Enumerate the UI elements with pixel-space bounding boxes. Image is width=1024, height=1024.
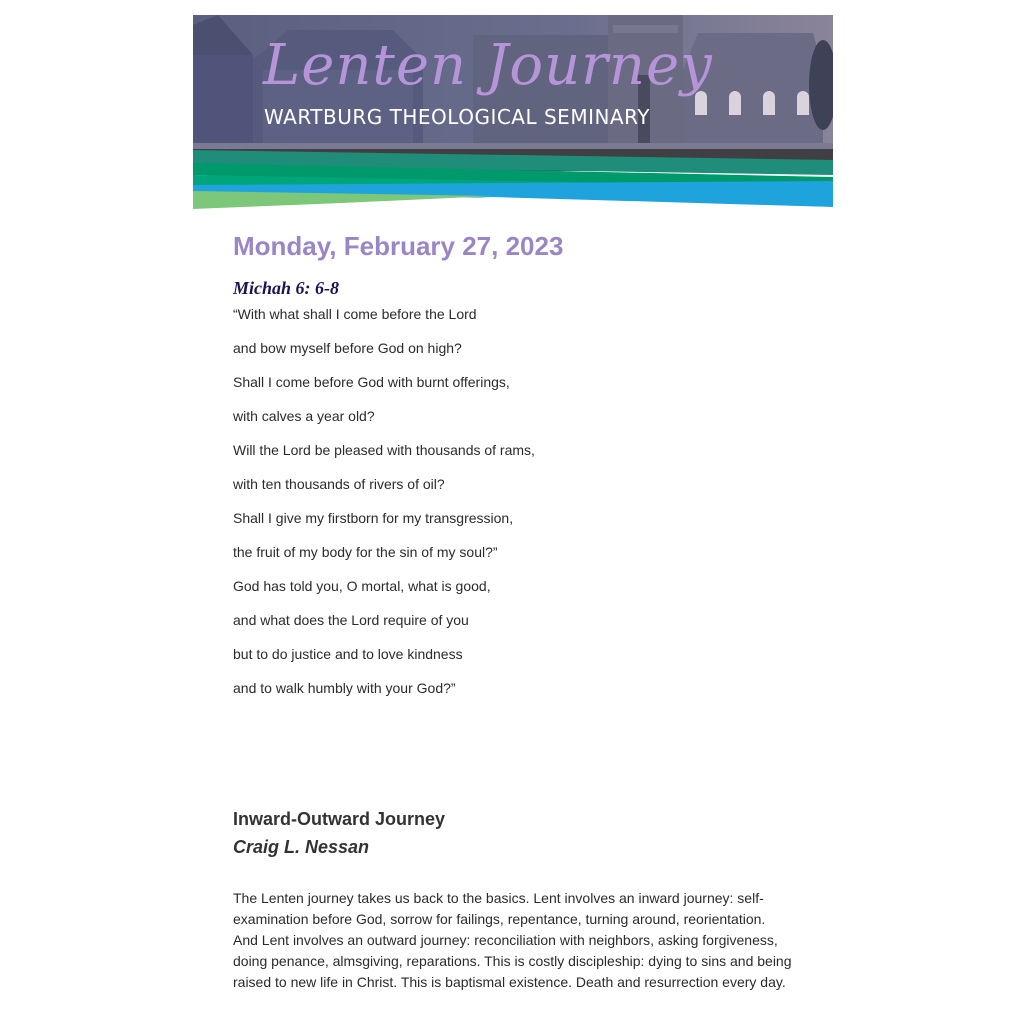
verse-line: “With what shall I come before the Lord <box>233 306 477 322</box>
verse-line: the fruit of my body for the sin of my soul?” <box>233 544 498 560</box>
scripture-reference: Michah 6: 6-8 <box>233 278 340 298</box>
devotion-date: Monday, February 27, 2023 <box>233 231 564 261</box>
email-container <box>193 15 833 993</box>
verse-line: and what does the Lord require of you <box>233 612 469 628</box>
header-banner <box>193 15 833 211</box>
verse-line: God has told you, O mortal, what is good, <box>233 578 491 594</box>
verse-line: Will the Lord be pleased with thousands of rams, <box>233 442 535 458</box>
reflection-body: The Lenten journey takes us back to the basics. Lent involves an inward journey: self-examination before God, sorrow for failings, repentance, turning around, reorientation. And Lent involves an outward journey: reconciliation with neighbors, asking forgiveness, doing penance, almsgiving, reparations. This is costly discipleship: dying to sins and being raised to new life in Christ. This is baptismal existence. Death and resurrection every day. <box>233 890 792 990</box>
verse-line: but to do justice and to love kindness <box>233 646 463 662</box>
banner-title: Lenten Journey <box>263 33 713 98</box>
verse-line: with calves a year old? <box>233 408 375 424</box>
banner-subtitle: WARTBURG THEOLOGICAL SEMINARY <box>264 105 650 129</box>
verse-line: Shall I give my firstborn for my transgression, <box>233 510 514 526</box>
verse-line: and bow myself before God on high? <box>233 340 462 356</box>
verse-line: Shall I come before God with burnt offerings, <box>233 374 510 390</box>
scripture-verses <box>233 304 793 712</box>
devotion-content <box>193 231 833 993</box>
verse-line: and to walk humbly with your God?” <box>233 680 456 696</box>
verse-line: with ten thousands of rivers of oil? <box>233 476 445 492</box>
reflection-title: Inward-Outward Journey <box>233 809 446 829</box>
author-name: Craig L. Nessan <box>233 837 370 857</box>
